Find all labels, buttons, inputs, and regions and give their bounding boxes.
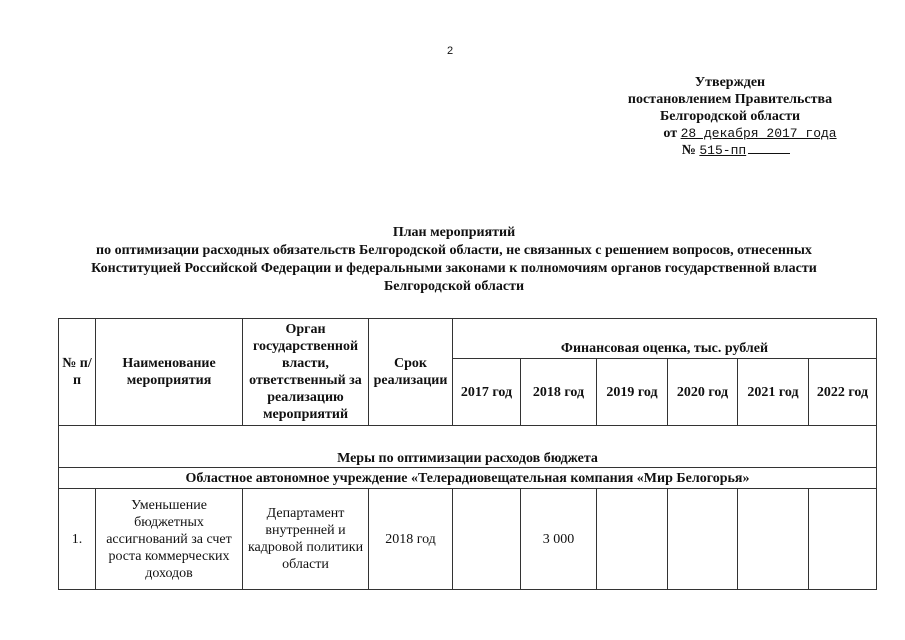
approval-stamp <box>560 74 900 159</box>
approval-line-decree: постановлением Правительства <box>627 92 833 107</box>
cell-name: Уменьшение бюджетных ассигнований за счет роста коммерческих доходов <box>96 489 243 590</box>
cell-organ: Департамент внутренней и кадровой политики области <box>243 489 369 590</box>
approval-number-prefix: № <box>681 143 696 158</box>
approval-number-underline <box>748 153 790 154</box>
header-name: Наименование мероприятия <box>96 319 243 426</box>
header-year-2020: 2020 год <box>668 359 738 426</box>
title-line-3: Конституцией Российской Федерации и федеральными законами к полномочиям органов государственной власти <box>91 261 817 276</box>
cell-2018: 3 000 <box>521 489 597 590</box>
page-number: 2 <box>446 45 454 57</box>
approval-date-prefix: от <box>663 126 678 141</box>
cell-term: 2018 год <box>369 489 453 590</box>
approval-line-approved: Утвержден <box>694 75 766 90</box>
measures-table <box>58 318 877 590</box>
header-term: Срок реализации <box>369 319 453 426</box>
approval-number-line <box>560 142 900 159</box>
header-num: № п/п <box>59 319 96 426</box>
header-year-2021: 2021 год <box>738 359 809 426</box>
header-year-2018: 2018 год <box>521 359 597 426</box>
cell-num: 1. <box>59 489 96 590</box>
title-line-4: Белгородской области <box>383 279 525 294</box>
cell-2022 <box>809 489 877 590</box>
document-title <box>40 224 868 296</box>
cell-2020 <box>668 489 738 590</box>
section-title: Меры по оптимизации расходов бюджета <box>59 426 877 468</box>
subsection-title: Областное автономное учреждение «Телерадиовещательная компания «Мир Белогорья» <box>59 468 877 489</box>
header-organ: Орган государственной власти, ответственный за реализацию мероприятий <box>243 319 369 426</box>
approval-date-value: 28 декабря 2017 года <box>680 126 837 141</box>
cell-2019 <box>597 489 668 590</box>
title-line-2: по оптимизации расходных обязательств Белгородской области, не связанных с решением вопросов, отнесенных <box>96 243 812 258</box>
header-year-2019: 2019 год <box>597 359 668 426</box>
cell-2021 <box>738 489 809 590</box>
header-year-2017: 2017 год <box>453 359 521 426</box>
approval-line-region: Белгородской области <box>659 109 801 124</box>
cell-2017 <box>453 489 521 590</box>
header-year-2022: 2022 год <box>809 359 877 426</box>
table-row <box>59 489 877 590</box>
approval-date-line <box>560 125 900 142</box>
approval-number-value: 515-пп <box>699 143 747 158</box>
title-line-1: План мероприятий <box>392 225 516 240</box>
header-financial: Финансовая оценка, тыс. рублей <box>453 319 877 359</box>
